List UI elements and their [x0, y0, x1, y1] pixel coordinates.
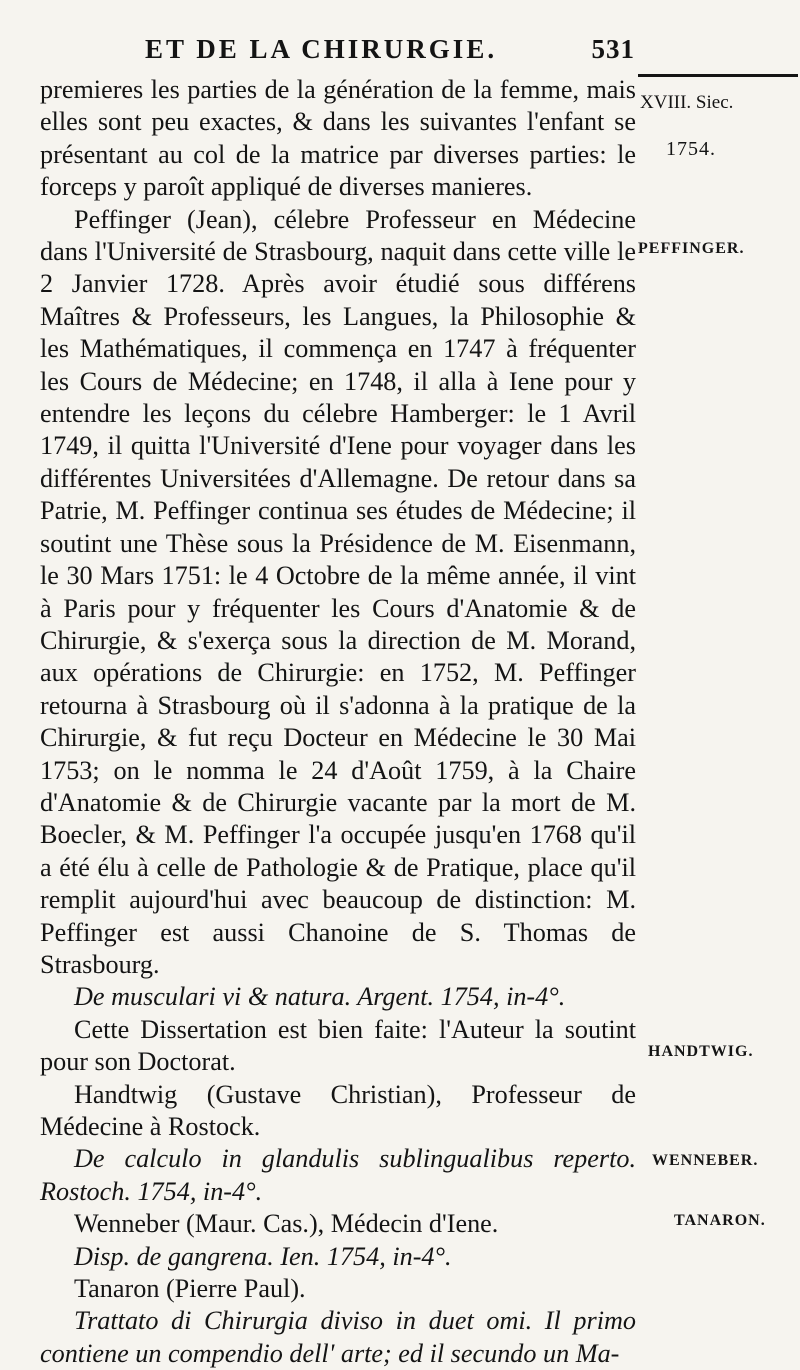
- margin-note-century: XVIII. Siec.: [640, 92, 734, 113]
- work-title-wenneber: Disp. de gangrena. Ien. 1754, in-4°.: [74, 1241, 452, 1271]
- paragraph-comment: Cette Dissertation est bien faite: l'Auteur la soutint pour son Doctorat.: [40, 1014, 636, 1077]
- margin-note-year: 1754.: [666, 138, 716, 160]
- margin-note-handtwig: HANDTWIG.: [648, 1043, 754, 1060]
- paragraph-tanaron: Tanaron (Pierre Paul).: [74, 1274, 306, 1304]
- running-head-title: ET DE LA CHIRURGIE.: [145, 34, 498, 64]
- running-head: [145, 34, 635, 70]
- margin-note-peffinger: PEFFINGER.: [638, 240, 745, 257]
- margin-note-tanaron: TANARON.: [674, 1212, 766, 1229]
- paragraph-continuation: premieres les parties de la génération de la femme, mais elles sont peu exactes, & dans les suivantes l'enfant se présentant au col de la matrice par diverses parties: le forceps y paroît appliqué de diverses manieres.: [40, 75, 636, 202]
- paragraph-wenneber: Wenneber (Maur. Cas.), Médecin d'Iene.: [74, 1209, 499, 1239]
- margin-note-wenneber: WENNEBER.: [652, 1152, 759, 1169]
- page-number: 531: [591, 34, 635, 64]
- paragraph-peffinger: Peffinger (Jean), célebre Professeur en Médecine dans l'Université de Strasbourg, naquit dans cette ville le 2 Janvier 1728. Après avoir étudié sous différens Maîtres & Professeurs, les Langues, la Philosophie & les Mathématiques, il commença en 1747 à fréquenter les Cours de Médecine; en 1748, il alla à Iene pour y entendre les leçons du célebre Hamberger: le 1 Avril 1749, il quitta l'Université d'Iene pour voyager dans les différentes Universitées d'Allemagne. De retour dans sa Patrie, M. Peffinger continua ses études de Médecine; il soutint une Thèse sous la Présidence de M. Eisenmann, le 30 Mars 1751: le 4 Octobre de la même année, il vint à Paris pour y fréquenter les Cours d'Anatomie & de Chirurgie, & s'exerça sous la direction de M. Morand, aux opérations de Chirurgie: en 1752, M. Peffinger retourna à Strasbourg où il s'adonna à la pratique de la Chirurgie, & fut reçu Docteur en Médecine le 30 Mai 1753; on le nomma le 24 d'Août 1759, à la Chaire d'Anatomie & de Chirurgie vacante par la mort de M. Boecler, & M. Peffinger l'a occupée jusqu'en 1768 qu'il a été élu à celle de Pathologie & de Pratique, place qu'il remplit aujourd'hui avec beaucoup de distinction: M. Peffinger est aussi Chanoine de S. Thomas de Strasbourg.: [40, 204, 636, 979]
- work-title-tanaron: Trattato di Chirurgia diviso in duet omi. Il primo contiene un compendio dell' arte; ed il secundo un Ma-: [40, 1306, 636, 1368]
- work-title-peffinger: De musculari vi & natura. Argent. 1754, in-4°.: [74, 982, 566, 1012]
- work-title-handtwig: De calculo in glandulis sublingualibus reperto. Rostoch. 1754, in-4°.: [40, 1144, 636, 1206]
- margin-rule: [638, 74, 798, 77]
- paragraph-handtwig: Handtwig (Gustave Christian), Professeur de Médecine à Rostock.: [40, 1079, 636, 1141]
- page-body: [40, 74, 636, 1370]
